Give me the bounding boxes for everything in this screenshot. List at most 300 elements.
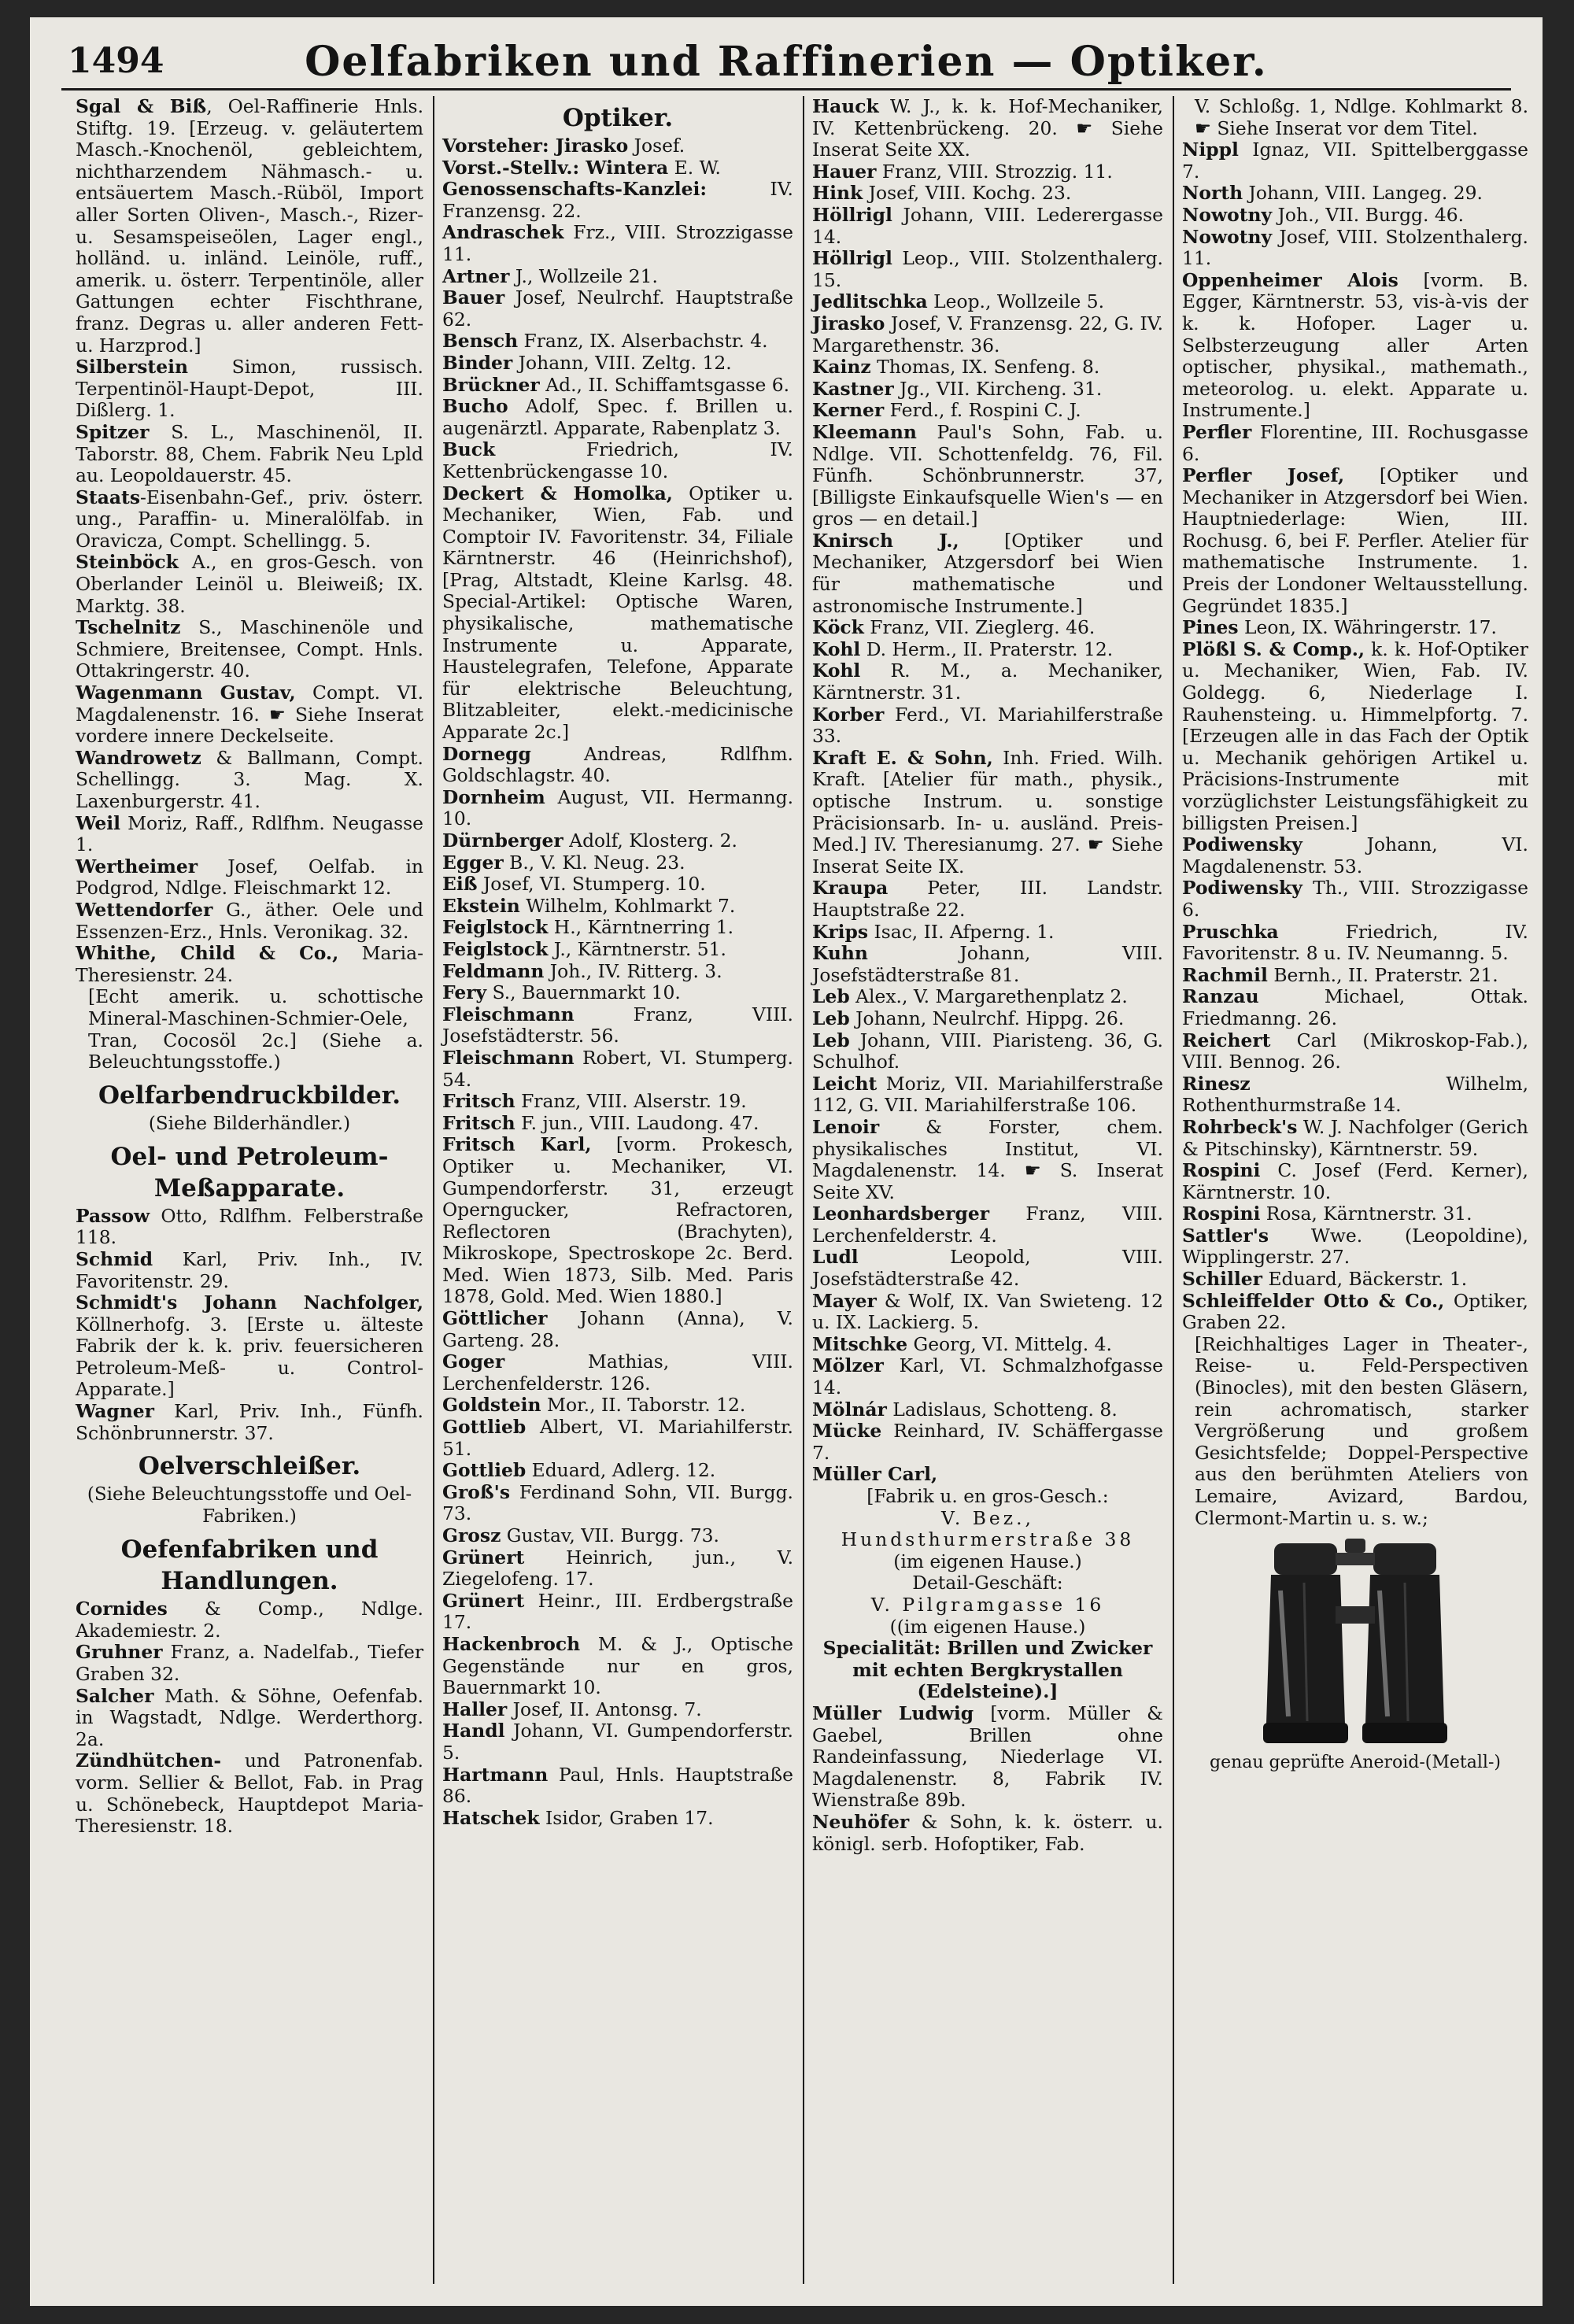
entry-details: Friedrich, IV. Favoritenstr. 8 u. IV. Neumanng. 5. <box>1182 920 1528 965</box>
entry-name: Eiß <box>442 873 478 896</box>
entry-details: E. W. <box>668 156 721 179</box>
entry-details: Heinr., III. Erdbergstraße 17. <box>442 1589 793 1634</box>
directory-entry <box>1182 1203 1528 1225</box>
directory-entry <box>1182 986 1528 1029</box>
entry-details: Simon, russisch. Terpentinöl-Haupt-Depot, III. Dißlerg. 1. <box>76 356 423 422</box>
entry-name: Hink <box>812 182 863 205</box>
directory-entry <box>1182 617 1528 639</box>
entry-details: Ignaz, VII. Spittelberggasse 7. <box>1182 139 1528 183</box>
entry-name: Egger <box>442 851 504 874</box>
entry-name: Grünert <box>442 1546 525 1568</box>
entry-name: Reichert <box>1182 1029 1271 1051</box>
entry-name: Lenoir <box>812 1115 880 1138</box>
entry-name: Nippl <box>1182 139 1239 161</box>
entry-details: Reinhard, IV. Schäffergasse 7. <box>812 1420 1163 1464</box>
entry-name: Mölnár <box>812 1398 887 1421</box>
directory-entry <box>1182 1269 1528 1291</box>
section-heading: Optiker. <box>562 104 674 132</box>
directory-entry <box>442 917 793 939</box>
entry-details: Joh., VII. Burgg. 46. <box>1272 203 1465 226</box>
directory-entry <box>76 1292 423 1401</box>
entry-name: Grosz <box>442 1524 501 1546</box>
directory-entry <box>1182 227 1528 270</box>
entry-name: Cornides <box>76 1598 168 1620</box>
directory-entry <box>812 400 1163 422</box>
directory-entry <box>442 1808 793 1830</box>
entry-details: Georg, VI. Mittelg. 4. <box>907 1332 1112 1355</box>
entry-name: Salcher <box>76 1684 154 1707</box>
entry-name: Bensch <box>442 330 519 353</box>
column-1 <box>68 96 431 2292</box>
entry-details: Wilhelm, Kohlmarkt 7. <box>519 894 736 917</box>
entry-details: Johann, VIII. Josefstädterstraße 81. <box>812 942 1163 986</box>
entry-name: Jedlitschka <box>812 290 928 313</box>
entry-name: Wandrowetz <box>76 746 201 769</box>
entry-details: & Wolf, IX. Van Swieteng. 12 u. IX. Lackierg. 5. <box>812 1289 1163 1334</box>
directory-entry <box>442 396 793 439</box>
binoculars-illustration <box>1257 1535 1454 1748</box>
entry-details: Paul, Hnls. Hauptstraße 86. <box>442 1763 793 1808</box>
entry-details: Moriz, Raff., Rdlfhm. Neugasse 1. <box>76 811 423 856</box>
advert-line: ((im eigenen Hause.) <box>889 1615 1086 1638</box>
entry-details: Florentine, III. Rochusgasse 6. <box>1182 420 1528 465</box>
directory-entry <box>76 1750 423 1837</box>
entry-name: Plößl S. & Comp., <box>1182 637 1365 660</box>
entry-details: & Forster, chem. physikalisches Institut, VI. Magdalenenstr. 14. ☛ S. Inserat Seite XV. <box>812 1115 1163 1203</box>
entry-details: Th., VIII. Strozzigasse 6. <box>1182 877 1528 921</box>
entry-details: F. jun., VIII. Laudong. 47. <box>515 1111 759 1134</box>
entry-name: Rachmil <box>1182 963 1268 986</box>
entry-details: Michael, Ottak. Friedmanng. 26. <box>1182 985 1528 1029</box>
entry-name: North <box>1182 182 1243 205</box>
entry-details: Mathias, VIII. Lerchenfelderstr. 126. <box>442 1350 793 1395</box>
entry-continuation: [Reichhaltiges Lager in Theater-, Reise- u. Feld-Perspectiven (Binocles), mit den besten Gläsern, rein achromatisch, starker Vergrößerung und großem Gesichtsfelde; Doppel-Perspective aus den berühmten Ateliers von Lemaire, Avizard, Bardou, Clermont-Martin u. s. w.; <box>1195 1332 1528 1529</box>
entry-details: Joh., IV. Ritterg. 3. <box>544 959 722 982</box>
entry-details: Ad., II. Schiffamtsgasse 6. <box>539 373 790 396</box>
entry-details: Optiker u. Mechaniker, Wien, Fab. und Comptoir IV. Favoritenstr. 34, Filiale Kärntnerstr. 46 (Heinrichshof), [Prag, Altstadt, Kleine Karlsg. 48. Special-Artikel: Optische Waren, physikalische, mathematische Instrumente u. Apparate, Haustelegrafen, Telefone, Apparate für elektrische Beleuchtung, Blitzableiter, elekt.-medicinische Apparate 2c.] <box>442 482 793 744</box>
entry-name: Steinböck <box>76 551 179 574</box>
entry-name: Dornheim <box>442 785 545 808</box>
header-rule <box>61 88 1511 91</box>
entry-name: Podiwensky <box>1182 833 1302 856</box>
directory-entry <box>442 135 793 157</box>
entry-name: Kohl <box>812 637 861 660</box>
entry-name: Pruschka <box>1182 920 1279 943</box>
entry-details: Franz, a. Nadelfab., Tiefer Graben 32. <box>76 1641 423 1686</box>
entry-details: Johann, VIII. Zeltg. 12. <box>512 351 732 374</box>
entry-details: Josef, II. Antonsg. 7. <box>507 1698 702 1720</box>
entry-name: Wagner <box>76 1400 154 1423</box>
entry-name: Göttlicher <box>442 1307 548 1330</box>
directory-entry <box>1182 270 1528 422</box>
entry-details: Johann, VIII. Piaristeng. 36, G. Schulhof. <box>812 1029 1163 1073</box>
entry-name: Rospini <box>1182 1159 1261 1182</box>
section-heading: Oel- und Petroleum-Meßapparate. <box>110 1142 389 1203</box>
directory-entry <box>76 1206 423 1249</box>
entry-details: W. J. Nachfolger (Gerich & Pitschinsky), Kärntnerstr. 59. <box>1182 1115 1528 1160</box>
entry-name: Jirasko <box>812 312 885 334</box>
entry-details: August, VII. Hermanng. 10. <box>442 785 793 830</box>
directory-entry <box>76 552 423 617</box>
directory-entry <box>442 222 793 265</box>
entry-details: Eduard, Adlerg. 12. <box>526 1459 716 1482</box>
entry-details: [vorm. Prokesch, Optiker u. Mechaniker, VI. Gumpendorferstr. 31, erzeugt Operngucker, Refractoren, Reflectoren (Brachyten), Mikroskope, Spectroskope 2c. Berd. Med. Wien 1873, Silb. Med. Paris 1878, Gold. Med. Wien 1880.] <box>442 1133 793 1308</box>
entry-name: Ekstein <box>442 894 520 917</box>
entry-name: Höllrigl <box>812 247 892 270</box>
entry-name: Hauer <box>812 160 877 183</box>
entry-name: Tschelnitz <box>76 616 181 639</box>
entry-details: Franz, VIII. Strozzig. 11. <box>876 160 1113 183</box>
entry-name: Pines <box>1182 616 1239 639</box>
directory-entry <box>442 1634 793 1699</box>
directory-entry <box>812 943 1163 986</box>
entry-name: Neuhöfer <box>812 1810 910 1833</box>
entry-name: Passow <box>76 1204 150 1227</box>
entry-details: Alex., V. Margarethenplatz 2. <box>849 985 1128 1008</box>
directory-entry <box>442 852 793 874</box>
page-number: 1494 <box>68 41 164 81</box>
entry-name: Dürnberger <box>442 829 563 852</box>
entry-name: Perfler Josef, <box>1182 464 1345 487</box>
section-heading: Oelfarbendruckbilder. <box>98 1081 401 1110</box>
entry-name: Leonhardsberger <box>812 1203 990 1225</box>
entry-name: Höllrigl <box>812 203 892 226</box>
entry-name: Feldmann <box>442 959 545 982</box>
entry-name: Feiglstock <box>442 937 549 960</box>
directory-entry <box>812 1812 1163 1855</box>
directory-entry <box>442 896 793 918</box>
directory-entry <box>812 1421 1163 1464</box>
entry-details: Adolf, Spec. f. Brillen u. augenärztl. Apparate, Rabenplatz 3. <box>442 395 793 439</box>
entry-details: Bernh., II. Praterstr. 21. <box>1267 963 1498 986</box>
entry-details: Adolf, Klosterg. 2. <box>563 829 737 852</box>
entry-details: C. Josef (Ferd. Kerner), Kärntnerstr. 10. <box>1182 1159 1528 1203</box>
directory-entry <box>812 530 1163 617</box>
entry-name: Gruhner <box>76 1641 163 1664</box>
entry-name: Kastner <box>812 377 894 400</box>
entry-details: Ferd., VI. Mariahilferstraße 33. <box>812 703 1163 748</box>
entry-name: Hauck <box>812 96 879 117</box>
entry-name: Mücke <box>812 1420 882 1443</box>
directory-entry <box>1182 922 1528 965</box>
entry-details: J., Wollzeile 21. <box>509 264 658 287</box>
entry-name: Oppenheimer Alois <box>1182 268 1398 291</box>
entry-name: Rinesz <box>1182 1072 1251 1095</box>
entry-details: Carl (Mikroskop-Fab.), VIII. Bennog. 26. <box>1182 1029 1528 1073</box>
entry-details: Franz, VIII. Lerchenfelderstr. 4. <box>812 1203 1163 1247</box>
column-3 <box>804 96 1171 2292</box>
directory-entry <box>812 1247 1163 1290</box>
entry-details: Ladislaus, Schotteng. 8. <box>886 1398 1118 1421</box>
directory-entry <box>812 1291 1163 1334</box>
entry-name: Nowotny <box>1182 225 1273 248</box>
entry-name: Sgal & Biß <box>76 96 207 117</box>
directory-entry <box>812 1334 1163 1356</box>
entry-name: Krips <box>812 920 869 943</box>
directory-entry <box>812 248 1163 291</box>
entry-name: Ludl <box>812 1246 859 1269</box>
entry-name: Vorsteher: Jirasko <box>442 135 629 157</box>
column-2 <box>434 96 801 2292</box>
entry-name: Kainz <box>812 356 871 379</box>
entry-name: Mölzer <box>812 1354 884 1377</box>
entry-name: Silberstein <box>76 356 188 379</box>
entry-details: A., en gros-Gesch. von Oberlander Leinöl u. Bleiweiß; IX. Marktg. 38. <box>76 551 423 617</box>
entry-name: Korber <box>812 703 885 726</box>
directory-entry <box>812 205 1163 248</box>
directory-entry <box>442 1004 793 1047</box>
entry-name: Dornegg <box>442 742 531 765</box>
directory-entry <box>76 96 423 357</box>
entry-details: Otto, Rdlfhm. Felberstraße 118. <box>76 1204 423 1249</box>
entry-name: Hackenbroch <box>442 1632 581 1655</box>
entry-name: Mayer <box>812 1289 877 1312</box>
directory-entry <box>442 1047 793 1091</box>
entry-name: Feiglstock <box>442 916 549 939</box>
directory-entry <box>442 439 793 482</box>
entry-details: Isidor, Graben 17. <box>539 1806 714 1829</box>
entry-details: [vorm. B. Egger, Kärntnerstr. 53, vis-à-vis der k. k. Hofoper. Lager u. Selbsterzeugung aller Arten optischer, physikal., mathemath., meteorolog. u. elekt. Apparate u. Instrumente.] <box>1182 268 1528 422</box>
entry-details: G., äther. Oele und Essenzen-Erz., Hnls. Veronikag. 32. <box>76 898 423 943</box>
directory-entry <box>1182 1225 1528 1269</box>
directory-entry <box>812 1117 1163 1203</box>
entry-details: W. J., k. k. Hof-Mechaniker, IV. Kettenbrückeng. 20. ☛ Siehe Inserat Seite XX. <box>812 96 1163 161</box>
entry-details: Leopold, VIII. Josefstädterstraße 42. <box>812 1246 1163 1291</box>
page-header <box>68 28 1505 98</box>
directory-entry <box>812 1030 1163 1073</box>
directory-entry <box>812 639 1163 661</box>
directory-entry <box>442 830 793 852</box>
directory-entry <box>76 357 423 422</box>
entry-name: Buck <box>442 438 496 461</box>
directory-entry <box>442 1720 793 1764</box>
directory-entry <box>442 266 793 288</box>
entry-name: Nowotny <box>1182 203 1273 226</box>
directory-entry <box>1182 639 1528 834</box>
entry-details: Franz, VII. Zieglerg. 46. <box>863 616 1096 639</box>
entry-details: J., Kärntnerstr. 51. <box>548 937 726 960</box>
directory-entry <box>442 1525 793 1547</box>
directory-entry <box>812 1399 1163 1421</box>
directory-entry <box>442 483 793 744</box>
entry-name: Spitzer <box>76 420 150 443</box>
entry-name: Rohrbeck's <box>1182 1115 1298 1138</box>
directory-entry <box>1182 878 1528 921</box>
entry-continuation: [Echt amerik. u. schottische Mineral-Maschinen-Schmier-Oele, Tran, Cocosöl 2c.] (Siehe a. Beleuchtungsstoffe.) <box>88 985 423 1073</box>
entry-details: Josef, VI. Stumperg. 10. <box>477 873 706 896</box>
directory-entry <box>442 787 793 830</box>
entry-details: Josef, VIII. Stolzenthalerg. 11. <box>1182 225 1528 270</box>
entry-details: & Sohn, k. k. österr. u. königl. serb. Hofoptiker, Fab. <box>812 1810 1163 1855</box>
entry-name: Whithe, Child & Co., <box>76 942 339 965</box>
directory-entry <box>76 617 423 682</box>
entry-details: Heinrich, jun., V. Ziegelofeng. 17. <box>442 1546 793 1591</box>
entry-details: , Oel-Raffinerie Hnls. Stiftg. 19. [Erzeug. v. geläutertem Masch.-Knochenöl, gebleichtem, nichtharzendem Nähmasch.- u. entsäuertem Masch.-Rüböl, Import aller Sorten Oliven-, Masch.-, Rizer- u. Sesamspeiseölen, Lager engl., holländ. u. inländ. Leinöle, ruff., amerik. u. österr. Terpentinöle, aller Gattungen echter Fischthrane, franz. Degras u. aller anderen Fett- u. Harzprod.] <box>76 96 424 357</box>
advert-line: Detail-Geschäft: <box>912 1572 1063 1594</box>
entry-name: Kraft E. & Sohn, <box>812 746 993 769</box>
advert-line: Specialität: Brillen und Zwicker mit echten Bergkrystallen (Edelsteine).] <box>822 1637 1153 1703</box>
entry-details: Frz., VIII. Strozzigasse 11. <box>442 221 793 265</box>
entry-details: Friedrich, IV. Kettenbrückengasse 10. <box>442 438 793 482</box>
directory-entry <box>76 682 423 748</box>
entry-name: Mitschke <box>812 1332 908 1355</box>
entry-details: Leon, IX. Währingerstr. 17. <box>1238 616 1497 639</box>
entry-name: Gottlieb <box>442 1459 527 1482</box>
entry-details: Isac, II. Afperng. 1. <box>868 920 1055 943</box>
entry-name: Fritsch <box>442 1111 515 1134</box>
entry-details: Köllnerhofg. 3. [Erste u. älteste Fabrik der k. k. priv. feuersicheren Petroleum-Meß- u. Control-Apparate.] <box>76 1313 423 1401</box>
entry-name: Rospini <box>1182 1203 1261 1225</box>
entry-details: M. & J., Optische Gegenstände nur en gros, Bauernmarkt 10. <box>442 1632 793 1699</box>
section-note: (Siehe Bilderhändler.) <box>148 1113 351 1134</box>
directory-entry <box>1182 965 1528 987</box>
directory-entry <box>442 1091 793 1113</box>
entry-name: Deckert & Homolka, <box>442 482 673 504</box>
entry-details: Josef. <box>628 135 685 157</box>
directory-entry <box>442 1113 793 1135</box>
entry-name: Schmidt's Johann Nachfolger, <box>76 1291 423 1314</box>
directory-entry <box>812 704 1163 748</box>
directory-entry <box>442 1417 793 1460</box>
entry-details: & Comp., Ndlge. Akademiestr. 2. <box>76 1598 423 1642</box>
entry-name: Goldstein <box>442 1394 541 1417</box>
directory-entry <box>442 1482 793 1525</box>
directory-entry <box>812 617 1163 639</box>
directory-entry <box>1182 139 1528 183</box>
entry-name: Binder <box>442 351 513 374</box>
directory-entry <box>812 1073 1163 1117</box>
directory-entry <box>76 1598 423 1642</box>
directory-entry <box>442 874 793 896</box>
entry-details: Karl, VI. Schmalzhofgasse 14. <box>812 1354 1163 1399</box>
directory-entry <box>1182 1073 1528 1117</box>
directory-entry <box>812 922 1163 944</box>
entry-details: [vorm. Müller & Gaebel, Brillen ohne Randeinfassung, Niederlage VI. Magdalenenstr. 8, Fabrik IV. Wienstraße 89b. <box>812 1701 1163 1812</box>
directory-entry <box>812 1464 1163 1486</box>
directory-entry <box>812 1203 1163 1247</box>
directory-entry <box>442 744 793 787</box>
page-title: Oelfabriken und Raffinerien — Optiker. <box>305 38 1268 86</box>
entry-details: Paul's Sohn, Fab. u. Ndlge. VII. Schottenfeldg. 76, Fil. Fünfh. Schönbrunnerstr. 37, [Billigste Einkaufsquelle Wien's — en gros — en detail.] <box>812 420 1163 530</box>
entry-details: Andreas, Rdlfhm. Goldschlagstr. 40. <box>442 742 793 787</box>
entry-details: Albert, VI. Mariahilferstr. 51. <box>442 1416 793 1460</box>
directory-entry <box>442 1351 793 1395</box>
directory-entry <box>1182 1117 1528 1160</box>
entry-details: B., V. Kl. Neug. 23. <box>503 851 685 874</box>
directory-entry <box>1182 1030 1528 1073</box>
directory-entry <box>812 161 1163 183</box>
entry-continuation: V. Schloßg. 1, Ndlge. Kohlmarkt 8. ☛ Siehe Inserat vor dem Titel. <box>1195 96 1528 139</box>
entry-name: Fritsch <box>442 1090 515 1113</box>
directory-entry <box>442 287 793 331</box>
entry-name: Perfler <box>1182 420 1252 443</box>
entry-name: Bucho <box>442 395 508 418</box>
entry-details: Josef, V. Franzensg. 22, G. IV. Margarethenstr. 36. <box>812 312 1163 357</box>
directory-entry <box>812 183 1163 205</box>
entry-name: Hatschek <box>442 1806 540 1829</box>
entry-details: S., Bauernmarkt 10. <box>486 981 681 1004</box>
directory-entry <box>442 982 793 1004</box>
directory-entry <box>76 813 423 856</box>
entry-name: Brückner <box>442 373 540 396</box>
entry-details: S. L., Maschinenöl, II. Taborstr. 88, Chem. Fabrik Neu Lpld au. Leopoldauerstr. 45. <box>76 420 423 487</box>
entry-name: Hartmann <box>442 1763 549 1786</box>
entry-name: Groß's <box>442 1480 511 1503</box>
directory-entry <box>812 313 1163 357</box>
entry-details: Ferd., f. Rospini C. J. <box>884 399 1081 422</box>
directory-entry <box>812 1703 1163 1812</box>
directory-entry <box>812 748 1163 878</box>
entry-details: Maria-Theresienstr. 24. <box>76 942 424 986</box>
entry-name: Handl <box>442 1720 505 1742</box>
entry-details: [Optiker und Mechaniker, Atzgersdorf bei Wien für mathematische und astronomische Instrumente.] <box>812 529 1163 617</box>
entry-name: Genossenschafts-Kanzlei: <box>442 178 708 201</box>
entry-name: Haller <box>442 1698 508 1720</box>
directory-entry <box>812 878 1163 921</box>
entry-name: Fery <box>442 981 487 1004</box>
directory-entry <box>442 179 793 222</box>
entry-details: Wwe. (Leopoldine), Wipplingerstr. 27. <box>1182 1224 1528 1269</box>
directory-entry <box>442 353 793 375</box>
entry-details: Peter, III. Landstr. Hauptstraße 22. <box>812 877 1163 921</box>
entry-name: Müller Carl, <box>812 1463 938 1486</box>
directory-entry <box>812 291 1163 313</box>
entry-details: Wilhelm, Rothenthurmstraße 14. <box>1182 1072 1528 1117</box>
entry-details: -Eisenbahn-Gef., priv. österr. ung., Paraffin- u. Mineralölfab. in Oravicza, Compt. Schellingg. 5. <box>76 486 423 552</box>
entry-name: Kohl <box>812 660 861 682</box>
entry-details: Johann, VI. Gumpendorferstr. 5. <box>442 1720 793 1764</box>
entry-details: und Patronenfab. vorm. Sellier & Bellot, Fab. in Prag u. Schönebeck, Hauptdepot Maria-Theresienstr. 18. <box>76 1749 423 1838</box>
entry-details: Johann, VI. Magdalenenstr. 53. <box>1182 833 1528 878</box>
directory-entry <box>812 986 1163 1008</box>
entry-name: Ranzau <box>1182 985 1259 1008</box>
entry-details: Eduard, Bäckerstr. 1. <box>1262 1268 1468 1291</box>
entry-name: Gottlieb <box>442 1416 527 1439</box>
entry-details: Karl, Priv. Inh., Fünfh. Schönbrunnerstr. 37. <box>76 1400 423 1444</box>
directory-entry <box>76 943 423 986</box>
directory-entry <box>442 1308 793 1351</box>
illustration-caption: genau geprüfte Aneroid-(Metall-) <box>1210 1753 1501 1773</box>
entry-details: Gustav, VII. Burgg. 73. <box>501 1524 719 1546</box>
entry-details: Josef, Neulrchf. Hauptstraße 62. <box>442 286 793 331</box>
advert-line: V. Bez., Hundsthurmerstraße 38 <box>841 1506 1135 1551</box>
directory-entry <box>76 422 423 487</box>
entry-name: Leb <box>812 1029 850 1051</box>
entry-details: Moriz, VII. Mariahilferstraße 112, G. VII. Mariahilferstraße 106. <box>812 1072 1163 1117</box>
directory-entry <box>76 900 423 943</box>
entry-name: Müller Ludwig <box>812 1701 974 1724</box>
directory-entry <box>442 157 793 179</box>
entry-name: Schiller <box>1182 1268 1263 1291</box>
entry-name: Fleischmann <box>442 1046 575 1069</box>
section-heading: Oefenfabriken und Handlungen. <box>120 1535 379 1596</box>
entry-details: Leop., VIII. Stolzenthalerg. 15. <box>812 247 1163 291</box>
entry-details: Leop., Wollzeile 5. <box>927 290 1105 313</box>
entry-details: Franz, IX. Alserbachstr. 4. <box>518 330 768 353</box>
entry-name: Staats <box>76 486 140 508</box>
directory-entry <box>812 422 1163 530</box>
entry-name: Leicht <box>812 1072 878 1095</box>
directory-entry <box>442 961 793 983</box>
entry-name: Schmid <box>76 1247 153 1270</box>
entry-name: Andraschek <box>442 221 564 244</box>
entry-name: Fleischmann <box>442 1003 575 1025</box>
entry-details: Optiker, Graben 22. <box>1182 1289 1528 1334</box>
directory-entry <box>76 487 423 552</box>
directory-entry <box>442 1395 793 1417</box>
entry-name: Leb <box>812 1007 850 1029</box>
entry-details: Rosa, Kärntnerstr. 31. <box>1260 1203 1472 1225</box>
